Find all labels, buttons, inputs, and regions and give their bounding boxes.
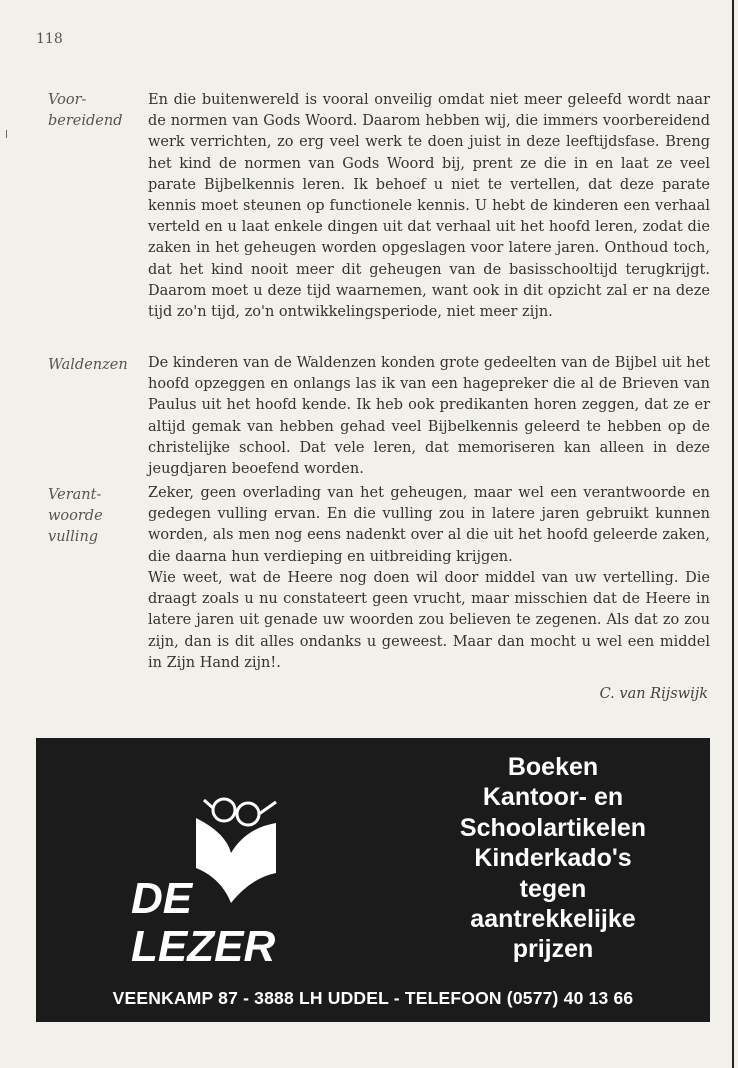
ad-line: aantrekkelijke [470,905,636,934]
paragraph-verantwoorde-vulling: Zeker, geen overlading van het geheugen, maar wel een verantwoorde en gedegen vulling ervan. En die vulling zou in latere jaren gebruikt kunnen worden, als men nog eens nadenkt over al die uit het hoofd geleerde zaken, die daarna hun verdieping en uitbreiding krijgen. [148,485,710,565]
author-signature: C. van Rijswijk [599,686,708,702]
logo-text-de: DE [131,874,193,923]
margin-note-verantwoorde-vulling [48,485,143,548]
margin-note-line: woorde [48,508,103,524]
margin-note-line: Waldenzen [48,357,128,373]
page-number: 118 [36,31,63,47]
ad-line: Kantoor- en [482,783,624,812]
margin-note-voorbereidend [48,90,143,132]
ad-line: Schoolartikelen [459,813,647,842]
de-lezer-logo [126,778,316,968]
margin-note-line: Verant- [48,487,102,503]
margin-note-line: vulling [48,529,99,545]
logo-text-lezer: LEZER [131,922,276,968]
paragraph-voorbereidend: En die buitenwereld is vooral onveilig omdat niet meer geleefd wordt naar de normen van Gods Woord. Daarom hebben wij, die immers voorbereidend werk verrichten, zo erg veel werk te doen juist in deze leeftijdsfase. Breng het kind de normen van Gods Woord bij, prent ze die in en laat ze veel parate Bijbelkennis leren. Ik behoef u niet te vertellen, dat deze parate kennis moet steunen op functionele kennis. U hebt de kinderen een verhaal verteld en u laat enkele dingen uit dat verhaal uit het hoofd leren, zodat die zaken in het geheugen worden opgeslagen voor latere jaren. Onthoud toch, dat het kind nooit meer dit geheugen van de basisschooltijd terugkrijgt. Daarom moet u deze tijd waarnemen, want ook in dit opzicht zal er na deze tijd zo'n tijd, zo'n ontwikkelingsperiode, niet meer zijn. [148,92,710,321]
margin-tick-mark [6,130,7,138]
paragraph-waldenzen: De kinderen van de Waldenzen konden grote gedeelten van de Bijbel uit het hoofd opzeggen en onlangs las ik van een hagepreker die al de Brieven van Paulus uit het hoofd kende. Ik heb ook predikanten horen zeggen, dat ze er altijd gemak van hebben gehad veel Bijbelkennis geleerd te hebben op de christelijke school. Dat vele leren, dat memoriseren kan alleen in deze jeugdjaren beoefend worden. [148,355,710,478]
book-glasses-icon [196,799,276,903]
ad-contact-line: VEENKAMP 87 - 3888 LH UDDEL - TELEFOON (0577) 40 13 66 [112,988,634,1008]
margin-note-line: bereidend [48,113,123,129]
ad-line: prijzen [512,935,594,964]
page-edge-line [732,0,734,1068]
ad-line: Boeken [507,753,599,781]
ad-slogan [418,752,688,965]
ad-line: Kinderkado's [474,844,632,873]
margin-note-line: Voor- [48,92,87,108]
advertisement [36,738,710,1022]
margin-note-waldenzen [48,355,143,376]
paragraph-vertelling: Wie weet, wat de Heere nog doen wil door middel van uw vertelling. Die draagt zoals u nu constateert geen vrucht, maar misschien dat de Heere in latere jaren uit genade uw woorden zou believen te zegenen. Als dat zo zou zijn, dan is dit alles ondanks u geweest. Maar dan mocht u wel een middel in Zijn Hand zijn!. [148,570,710,671]
ad-line: tegen [519,874,587,903]
